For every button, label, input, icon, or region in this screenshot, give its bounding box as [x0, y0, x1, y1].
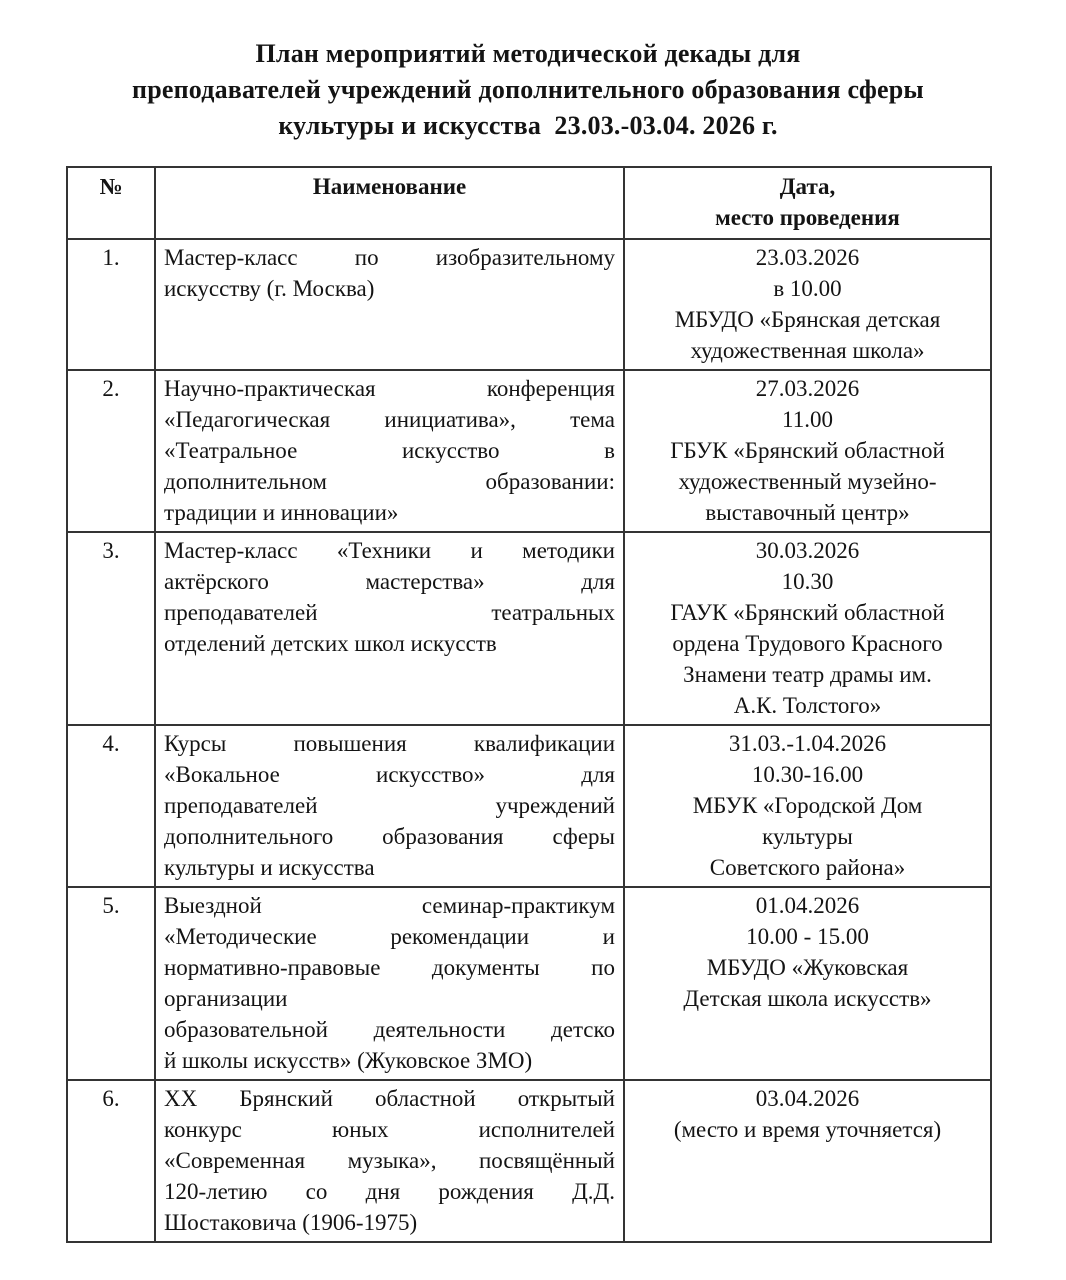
header-number: № [67, 167, 155, 239]
event-date-line: А.К. Толстого» [733, 693, 882, 718]
event-name-line: й школы искусств» (Жуковское ЗМО) [164, 1048, 533, 1073]
event-date-line: 30.03.2026 [755, 538, 860, 563]
row-number: 6. [67, 1080, 155, 1242]
event-name-line: ХХ Брянский областной открытый [164, 1086, 615, 1111]
event-name-line: Выездной семинар-практикум [164, 893, 615, 918]
event-date-line: 10.00 - 15.00 [746, 924, 869, 949]
event-date-line: 27.03.2026 [755, 376, 860, 401]
event-date-place [624, 239, 991, 370]
table-header-row [67, 167, 991, 239]
event-name-line: «Вокальное искусство» для [164, 762, 615, 787]
title-line-2: преподавателей учреждений дополнительного образования сферы [132, 75, 924, 104]
table-row [67, 370, 991, 532]
header-date [624, 167, 991, 239]
event-date-line: МБУДО «Брянская детская [674, 307, 941, 332]
event-date-line: 01.04.2026 [755, 893, 860, 918]
event-name-line: Курсы повышения квалификации [164, 731, 615, 756]
event-name-line: дополнительном образовании: [164, 469, 615, 494]
event-date-place [624, 725, 991, 887]
row-number: 1. [67, 239, 155, 370]
event-date-line: Детская школа искусств» [683, 986, 932, 1011]
event-name [155, 239, 624, 370]
event-date-line: в 10.00 [773, 276, 842, 301]
event-name [155, 725, 624, 887]
event-date-line: 31.03.-1.04.2026 [728, 731, 887, 756]
event-date-line: МБУК «Городской Дом [692, 793, 923, 818]
title-line-3: культуры и искусства 23.03.-03.04. 2026 г. [278, 111, 778, 140]
event-date-place [624, 887, 991, 1080]
table-row [67, 239, 991, 370]
event-name-line: отделений детских школ искусств [164, 631, 497, 656]
event-name-line: 120-летию со дня рождения Д.Д. [164, 1179, 615, 1204]
event-date-line: 23.03.2026 [755, 245, 860, 270]
event-date-line: 11.00 [782, 407, 833, 432]
event-date-line: 10.30-16.00 [751, 762, 864, 787]
event-name-line: традиции и инновации» [164, 500, 399, 525]
event-name-line: преподавателей театральных [164, 600, 615, 625]
event-date-line: художественный музейно- [678, 469, 937, 494]
event-date-line: Знамени театр драмы им. [683, 662, 932, 687]
event-date-line: ГАУК «Брянский областной [670, 600, 945, 625]
event-date-line: 10.30 [781, 569, 834, 594]
event-date-line: культуры [762, 824, 853, 849]
event-name-line: организации [164, 986, 288, 1011]
event-name-line: «Театральное искусство в [164, 438, 615, 463]
event-date-line: Советского района» [709, 855, 906, 880]
event-date-line: художественная школа» [690, 338, 925, 363]
event-name-line: Мастер-класс по изобразительному [164, 245, 615, 270]
event-name-line: конкурс юных исполнителей [164, 1117, 615, 1142]
row-number: 5. [67, 887, 155, 1080]
event-name-line: «Педагогическая инициатива», тема [164, 407, 615, 432]
row-number: 2. [67, 370, 155, 532]
event-date-line: (место и время уточняется) [673, 1117, 942, 1142]
event-name-line: Шостаковича (1906-1975) [164, 1210, 418, 1235]
event-name-line: «Современная музыка», посвящённый [164, 1148, 615, 1173]
event-name [155, 1080, 624, 1242]
event-name-line: культуры и искусства [164, 855, 375, 880]
event-name [155, 532, 624, 725]
header-name: Наименование [155, 167, 624, 239]
event-name-line: дополнительного образования сферы [164, 824, 615, 849]
event-name-line: нормативно-правовые документы по [164, 955, 615, 980]
event-date-line: выставочный центр» [705, 500, 910, 525]
event-name-line: образовательной деятельности детско [164, 1017, 615, 1042]
event-date-place [624, 370, 991, 532]
event-name [155, 370, 624, 532]
event-name-line: искусству (г. Москва) [164, 276, 375, 301]
event-date-line: ордена Трудового Красного [672, 631, 943, 656]
table-row [67, 532, 991, 725]
event-date-place [624, 1080, 991, 1242]
event-name-line: Мастер-класс «Техники и методики [164, 538, 615, 563]
table-row [67, 887, 991, 1080]
table-row [67, 725, 991, 887]
event-date-place [624, 532, 991, 725]
event-name [155, 887, 624, 1080]
document-title [66, 0, 990, 144]
title-line-1: План мероприятий методической декады для [255, 39, 801, 68]
table-row [67, 1080, 991, 1242]
event-name-line: преподавателей учреждений [164, 793, 615, 818]
row-number: 4. [67, 725, 155, 887]
event-date-line: 03.04.2026 [755, 1086, 860, 1111]
event-date-line: МБУДО «Жуковская [706, 955, 909, 980]
events-table [66, 166, 992, 1243]
event-name-line: «Методические рекомендации и [164, 924, 615, 949]
event-name-line: актёрского мастерства» для [164, 569, 615, 594]
header-date-line-1: Дата, [779, 174, 836, 199]
header-date-line-2: место проведения [715, 205, 900, 230]
events-table-body [67, 239, 991, 1242]
row-number: 3. [67, 532, 155, 725]
event-date-line: ГБУК «Брянский областной [670, 438, 945, 463]
event-name-line: Научно-практическая конференция [164, 376, 615, 401]
